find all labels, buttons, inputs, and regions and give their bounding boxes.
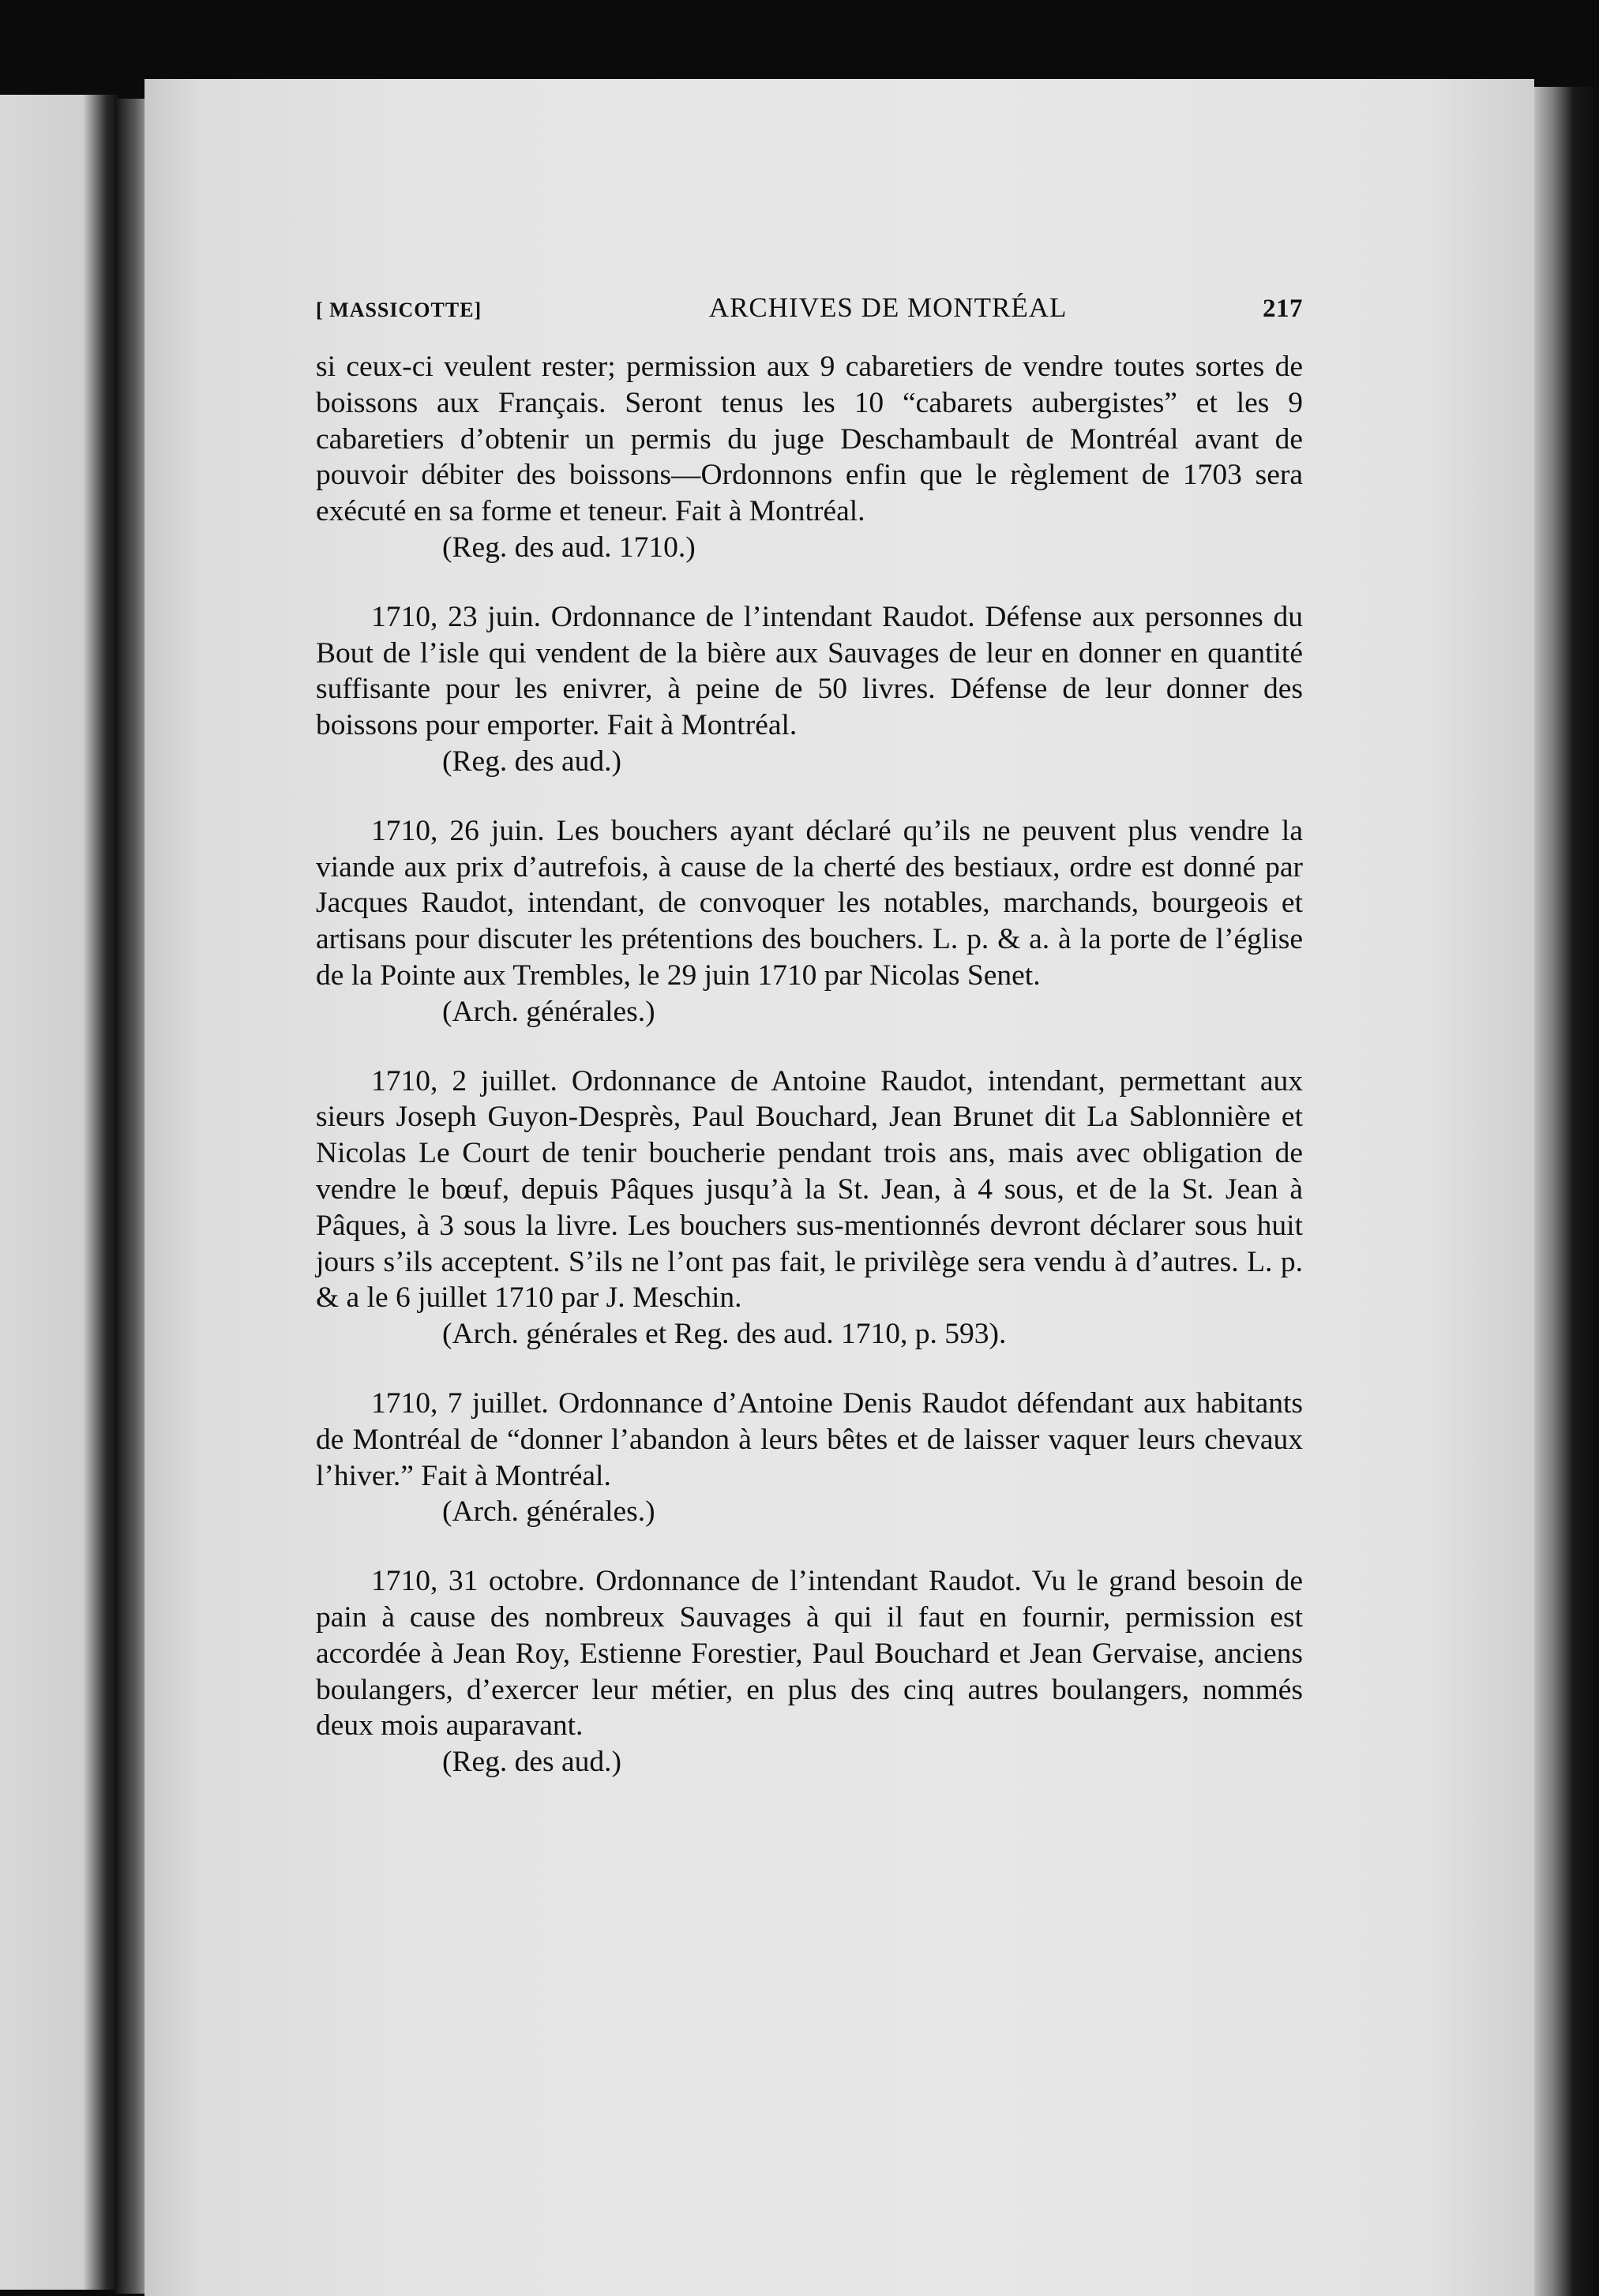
entry-source: (Arch. générales.) — [442, 1495, 655, 1529]
header-author: [ MASSICOTTE] — [316, 298, 482, 321]
entry-text: 1710, 23 juin. Ordonnance de l’intendant Raudot. Défense aux personnes du Bout de l’isle qui vendent de la bière aux Sauvages de leur en donner en quantité suffisante pour les enivrer, à peine de 50 livres. Défense de leur donner des boissons pour emporter. Fait à Montréal. — [316, 600, 1303, 742]
page-right-edge — [1534, 87, 1599, 2296]
entry-source: (Arch. générales.) — [442, 995, 655, 1028]
entry-text: 1710, 31 octobre. Ordonnance de l’intendant Raudot. Vu le grand besoin de pain à cause des nombreux Sauvages à qui il faut en fournir, permission est accordée à Jean Roy, Estienne Forestier, Paul Bouchard et Jean Gervaise, anciens boulangers, d’exercer leur métier, en plus des cinq autres boulangers, nommés deux mois auparavant. — [316, 1565, 1303, 1743]
book-spine — [114, 99, 145, 2294]
previous-page-edge — [0, 95, 118, 2290]
entry-source: (Arch. générales et Reg. des aud. 1710, p. 593). — [442, 1318, 1007, 1351]
header-title: ARCHIVES DE MONTRÉAL — [708, 292, 1068, 323]
entry-text: 1710, 2 juillet. Ordonnance de Antoine Raudot, intendant, permettant aux sieurs Joseph Guyon-Desprès, Paul Bouchard, Jean Brunet dit La Sablonnière et Nicolas Le Court de tenir boucherie pendant trois ans, mais avec obligation de vendre le bœuf, depuis Pâques jusqu’à la St. Jean, à 4 sous, et de la St. Jean à Pâques, à 3 sous la livre. Les bouchers sus-mentionnés devront déclarer sous huit jours s’ils acceptent. S’ils ne l’ont pas fait, le privilège sera vendu à d’autres. L. p. & a le 6 juillet 1710 par J. Meschin. — [316, 1064, 1303, 1315]
page-text — [316, 292, 1303, 1814]
entry-source: (Reg. des aud.) — [442, 745, 622, 778]
entry-text: 1710, 7 juillet. Ordonnance d’Antoine Denis Raudot défendant aux habitants de Montréal de “donner l’abandon à leurs bêtes et de laisser vaquer leurs chevaux l’hiver.” Fait à Montréal. — [316, 1386, 1303, 1492]
running-header — [316, 292, 1303, 324]
entry-text: si ceux-ci veulent rester; permission aux 9 cabaretiers de vendre toutes sortes de boissons aux Français. Seront tenus les 10 “cabarets aubergistes” et les 9 cabaretiers d’obtenir un permis du juge Deschambault de Montréal avant de pouvoir débiter des boissons—Ordonnons enfin que le règlement de 1703 sera exécuté en sa forme et teneur. Fait à Montréal. — [316, 351, 1303, 528]
entry-source: (Reg. des aud. 1710.) — [442, 531, 696, 564]
entry-source: (Reg. des aud.) — [442, 1746, 622, 1779]
entry-text: 1710, 26 juin. Les bouchers ayant déclaré qu’ils ne peuvent plus vendre la viande aux prix d’autrefois, à cause de la cherté des bestiaux, ordre est donné par Jacques Raudot, intendant, de convoquer les notables, marchands, bourgeois et artisans pour discuter les prétentions des bouchers. L. p. & a. à la porte de l’église de la Pointe aux Trembles, le 29 juin 1710 par Nicolas Senet. — [316, 814, 1303, 992]
page-number: 217 — [1263, 295, 1303, 323]
